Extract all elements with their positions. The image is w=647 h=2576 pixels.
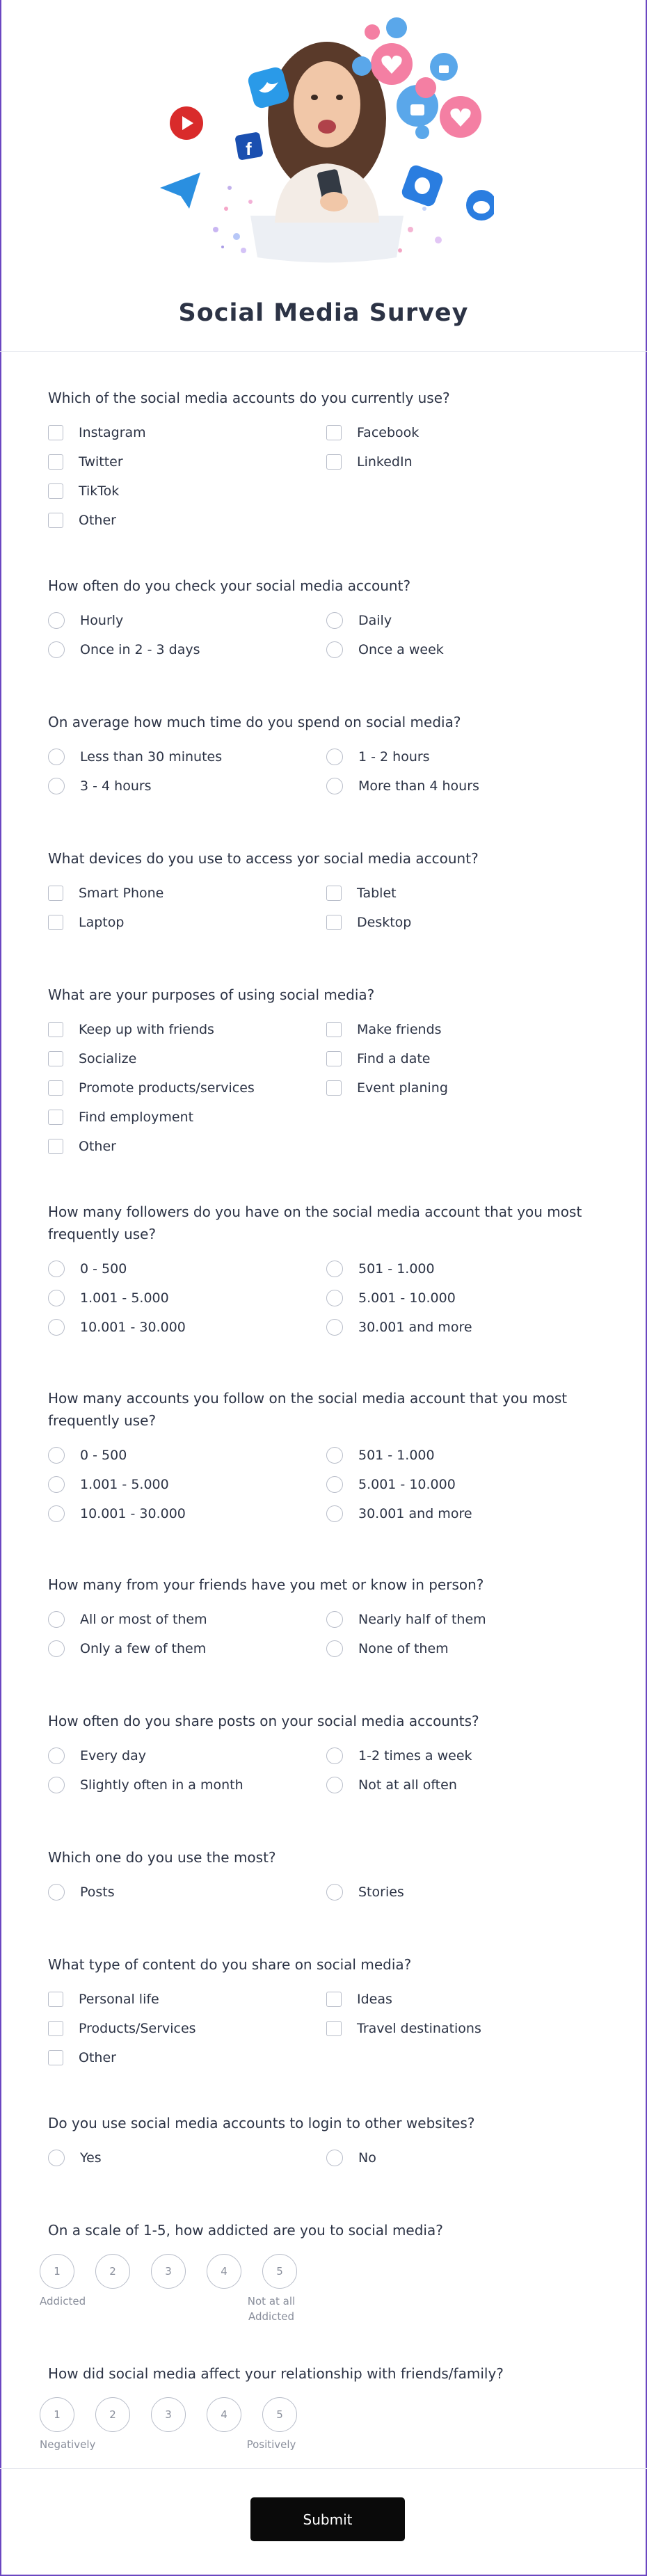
options-group [48, 1258, 591, 1338]
radio-button[interactable] [48, 1611, 65, 1628]
checkbox[interactable] [48, 886, 63, 901]
checkbox[interactable] [326, 915, 342, 930]
reddit-icon [466, 190, 494, 221]
options-group [48, 609, 591, 661]
option-yes[interactable]: Yes [48, 2147, 326, 2169]
radio-button[interactable] [48, 1290, 65, 1306]
option-other[interactable]: Other [48, 1135, 326, 1158]
checkbox[interactable] [48, 2021, 63, 2036]
radio-button[interactable] [48, 1261, 65, 1277]
heart-icon [415, 77, 436, 98]
radio-button[interactable] [48, 612, 65, 629]
radio-button[interactable] [326, 1290, 343, 1306]
options-group [48, 422, 591, 531]
option-hourly[interactable]: Hourly [48, 609, 326, 632]
thumbs-up-icon [386, 17, 407, 38]
option-nearly-half[interactable]: Nearly half of them [326, 1608, 591, 1631]
question-label: What devices do you use to access yor social media account? [48, 850, 479, 867]
option-posts[interactable]: Posts [48, 1881, 326, 1903]
option-0-500[interactable]: 0 - 500 [48, 1258, 326, 1280]
option-ideas[interactable]: Ideas [326, 1988, 591, 2010]
checkbox[interactable] [48, 425, 63, 440]
option-every-day[interactable]: Every day [48, 1745, 326, 1767]
checkbox[interactable] [326, 1051, 342, 1066]
radio-button[interactable] [326, 749, 343, 765]
radio-button[interactable] [48, 1884, 65, 1901]
option-keep-up-friends[interactable]: Keep up with friends [48, 1018, 326, 1041]
checkbox[interactable] [326, 425, 342, 440]
option-laptop[interactable]: Laptop [48, 911, 326, 934]
option-products-services[interactable]: Products/Services [48, 2017, 326, 2040]
option-not-at-all[interactable]: Not at all often [326, 1774, 591, 1796]
options-group [48, 1608, 591, 1660]
question-label: On a scale of 1-5, how addicted are you to social media? [48, 2222, 443, 2239]
radio-button[interactable] [48, 1319, 65, 1336]
option-no[interactable]: No [326, 2147, 591, 2169]
question-followers [48, 1201, 591, 1338]
checkbox[interactable] [326, 886, 342, 901]
option-only-few[interactable]: Only a few of them [48, 1638, 326, 1660]
scale-option-1[interactable]: 1 [40, 2397, 74, 2432]
scale-min-label: Addicted [40, 2295, 86, 2307]
option-5001-10000[interactable]: 5.001 - 10.000 [326, 1287, 591, 1309]
radio-button[interactable] [48, 1777, 65, 1793]
radio-button[interactable] [326, 1476, 343, 1493]
option-linkedin[interactable]: LinkedIn [326, 451, 591, 473]
radio-button[interactable] [48, 1476, 65, 1493]
options-group [48, 1988, 591, 2069]
heart-icon [371, 43, 413, 85]
options-group [48, 1444, 591, 1525]
checkbox[interactable] [326, 2021, 342, 2036]
header-divider [0, 351, 647, 352]
question-label: Do you use social media accounts to login to other websites? [48, 2115, 475, 2131]
scale-max-label: Positively [246, 2438, 296, 2451]
scale-max-label-line-2: Addicted [248, 2310, 295, 2323]
option-5001-10000[interactable]: 5.001 - 10.000 [326, 1473, 591, 1496]
question-label: How many followers do you have on the social media account that you most frequently use? [48, 1203, 582, 1242]
form-title: Social Media Survey [178, 299, 469, 327]
option-socialize[interactable]: Socialize [48, 1048, 326, 1070]
scale-option-3[interactable]: 3 [151, 2397, 186, 2432]
radio-button[interactable] [48, 778, 65, 794]
question-label: How often do you share posts on your social media accounts? [48, 1713, 479, 1729]
radio-button[interactable] [326, 1319, 343, 1336]
radio-button[interactable] [326, 2150, 343, 2166]
radio-button[interactable] [326, 641, 343, 658]
radio-button[interactable] [326, 1747, 343, 1764]
scale-option-4[interactable]: 4 [207, 2397, 241, 2432]
scale-option-5[interactable]: 5 [262, 2397, 297, 2432]
option-instagram[interactable]: Instagram [48, 422, 326, 444]
option-1-2-hours[interactable]: 1 - 2 hours [326, 746, 591, 768]
option-once-week[interactable]: Once a week [326, 639, 591, 661]
option-other[interactable]: Other [48, 2047, 326, 2069]
question-label: Which one do you use the most? [48, 1849, 276, 1866]
option-daily[interactable]: Daily [326, 609, 591, 632]
telegram-icon [160, 173, 200, 209]
question-label: On average how much time do you spend on social media? [48, 714, 461, 730]
radio-button[interactable] [48, 2150, 65, 2166]
option-make-friends[interactable]: Make friends [326, 1018, 591, 1041]
option-find-employment[interactable]: Find employment [48, 1106, 326, 1128]
checkbox[interactable] [48, 2050, 63, 2065]
option-1001-5000[interactable]: 1.001 - 5.000 [48, 1473, 326, 1496]
checkbox[interactable] [48, 483, 63, 499]
radio-button[interactable] [48, 641, 65, 658]
thumbs-up-icon [352, 56, 372, 76]
question-label: What type of content do you share on social media? [48, 1956, 412, 1973]
option-promote-products[interactable]: Promote products/services [48, 1077, 326, 1099]
option-10001-30000[interactable]: 10.001 - 30.000 [48, 1503, 326, 1525]
option-0-500[interactable]: 0 - 500 [48, 1444, 326, 1466]
scale-option-4[interactable]: 4 [207, 2254, 241, 2289]
question-label: Which of the social media accounts do you currently use? [48, 390, 450, 406]
question-check-frequency [48, 575, 591, 661]
question-time-spent [48, 711, 591, 797]
option-twitter[interactable]: Twitter [48, 451, 326, 473]
checkbox[interactable] [326, 1080, 342, 1096]
options-group [48, 882, 591, 934]
radio-button[interactable] [326, 1611, 343, 1628]
option-desktop[interactable]: Desktop [326, 911, 591, 934]
thumbs-up-icon [415, 125, 429, 139]
option-10001-30000[interactable]: 10.001 - 30.000 [48, 1316, 326, 1338]
thumbs-up-icon [430, 53, 458, 81]
options-group [48, 2147, 591, 2169]
submit-button[interactable]: Submit [250, 2497, 405, 2541]
radio-button[interactable] [48, 1447, 65, 1464]
checkbox[interactable] [48, 915, 63, 930]
laptop-shape [250, 216, 404, 263]
question-content-type [48, 1953, 591, 2069]
scale-max-label [237, 2294, 306, 2324]
checkbox[interactable] [48, 1022, 63, 1037]
heart-icon [440, 96, 481, 138]
checkbox[interactable] [48, 1080, 63, 1096]
scale-option-2[interactable]: 2 [95, 2397, 130, 2432]
scale-option-1[interactable]: 1 [40, 2254, 74, 2289]
option-tablet[interactable]: Tablet [326, 882, 591, 904]
options-group [48, 1881, 591, 1903]
scale-option-5[interactable]: 5 [262, 2254, 297, 2289]
radio-button[interactable] [326, 1505, 343, 1522]
checkbox[interactable] [48, 1110, 63, 1125]
question-label: How many from your friends have you met or know in person? [48, 1576, 484, 1593]
woman-face [294, 61, 360, 147]
radio-button[interactable] [326, 1777, 343, 1793]
checkbox[interactable] [48, 1051, 63, 1066]
svg-text:f: f [246, 138, 252, 159]
checkbox[interactable] [326, 1992, 342, 2007]
facebook-icon [234, 131, 264, 161]
radio-button[interactable] [48, 749, 65, 765]
option-find-date[interactable]: Find a date [326, 1048, 591, 1070]
option-travel-destinations[interactable]: Travel destinations [326, 2017, 591, 2040]
question-friends-met [48, 1574, 591, 1660]
option-more-4-hours[interactable]: More than 4 hours [326, 775, 591, 797]
options-group [48, 746, 591, 797]
option-all-or-most[interactable]: All or most of them [48, 1608, 326, 1631]
option-30001-more[interactable]: 30.001 and more [326, 1316, 591, 1338]
scale-option-2[interactable]: 2 [95, 2254, 130, 2289]
radio-button[interactable] [326, 778, 343, 794]
question-use-most [48, 1846, 591, 1903]
options-group [48, 1745, 591, 1796]
footer-divider [0, 2468, 647, 2469]
radio-button[interactable] [48, 1505, 65, 1522]
scale-max-label-line-1: Not at all [247, 2295, 296, 2307]
option-30001-more[interactable]: 30.001 and more [326, 1503, 591, 1525]
checkbox[interactable] [48, 1139, 63, 1154]
rating-scale-addiction [40, 2254, 297, 2289]
option-slightly-often[interactable]: Slightly often in a month [48, 1774, 326, 1796]
rating-scale-relationship [40, 2397, 297, 2432]
question-purposes [48, 984, 591, 1158]
checkbox[interactable] [48, 513, 63, 528]
question-following [48, 1387, 591, 1525]
option-event-planing[interactable]: Event planing [326, 1077, 591, 1099]
radio-button[interactable] [326, 1884, 343, 1901]
option-501-1000[interactable]: 501 - 1.000 [326, 1444, 591, 1466]
question-label: What are your purposes of using social media? [48, 986, 375, 1003]
option-3-4-hours[interactable]: 3 - 4 hours [48, 775, 326, 797]
question-share-frequency [48, 1710, 591, 1796]
heart-icon [365, 24, 380, 40]
question-addiction-scale [48, 2219, 591, 2241]
radio-button[interactable] [326, 1261, 343, 1277]
question-login-other-sites [48, 2112, 591, 2169]
option-less-30-min[interactable]: Less than 30 minutes [48, 746, 326, 768]
option-personal-life[interactable]: Personal life [48, 1988, 326, 2010]
header-illustration [160, 0, 494, 278]
option-1-2-week[interactable]: 1-2 times a week [326, 1745, 591, 1767]
option-1001-5000[interactable]: 1.001 - 5.000 [48, 1287, 326, 1309]
radio-button[interactable] [48, 1640, 65, 1657]
question-relationship-scale [48, 2362, 591, 2385]
checkbox[interactable] [48, 454, 63, 470]
radio-button[interactable] [326, 612, 343, 629]
snapchat-icon [400, 163, 445, 208]
option-stories[interactable]: Stories [326, 1881, 591, 1903]
radio-button[interactable] [48, 1747, 65, 1764]
radio-button[interactable] [326, 1447, 343, 1464]
option-tiktok[interactable]: TikTok [48, 480, 326, 502]
checkbox[interactable] [326, 1022, 342, 1037]
option-smart-phone[interactable]: Smart Phone [48, 882, 326, 904]
options-group [48, 1018, 591, 1158]
option-once-2-3-days[interactable]: Once in 2 - 3 days [48, 639, 326, 661]
radio-button[interactable] [326, 1640, 343, 1657]
question-devices [48, 847, 591, 934]
checkbox[interactable] [48, 1992, 63, 2007]
question-label: How many accounts you follow on the social media account that you most frequently use? [48, 1390, 568, 1429]
checkbox[interactable] [326, 454, 342, 470]
question-accounts-used [48, 387, 591, 531]
scale-min-label: Negatively [40, 2438, 96, 2451]
option-other[interactable]: Other [48, 509, 326, 531]
option-facebook[interactable]: Facebook [326, 422, 591, 444]
question-label: How did social media affect your relationship with friends/family? [48, 2365, 504, 2382]
question-label: How often do you check your social media account? [48, 577, 411, 594]
scale-option-3[interactable]: 3 [151, 2254, 186, 2289]
option-501-1000[interactable]: 501 - 1.000 [326, 1258, 591, 1280]
option-none[interactable]: None of them [326, 1638, 591, 1660]
youtube-icon [170, 106, 203, 140]
